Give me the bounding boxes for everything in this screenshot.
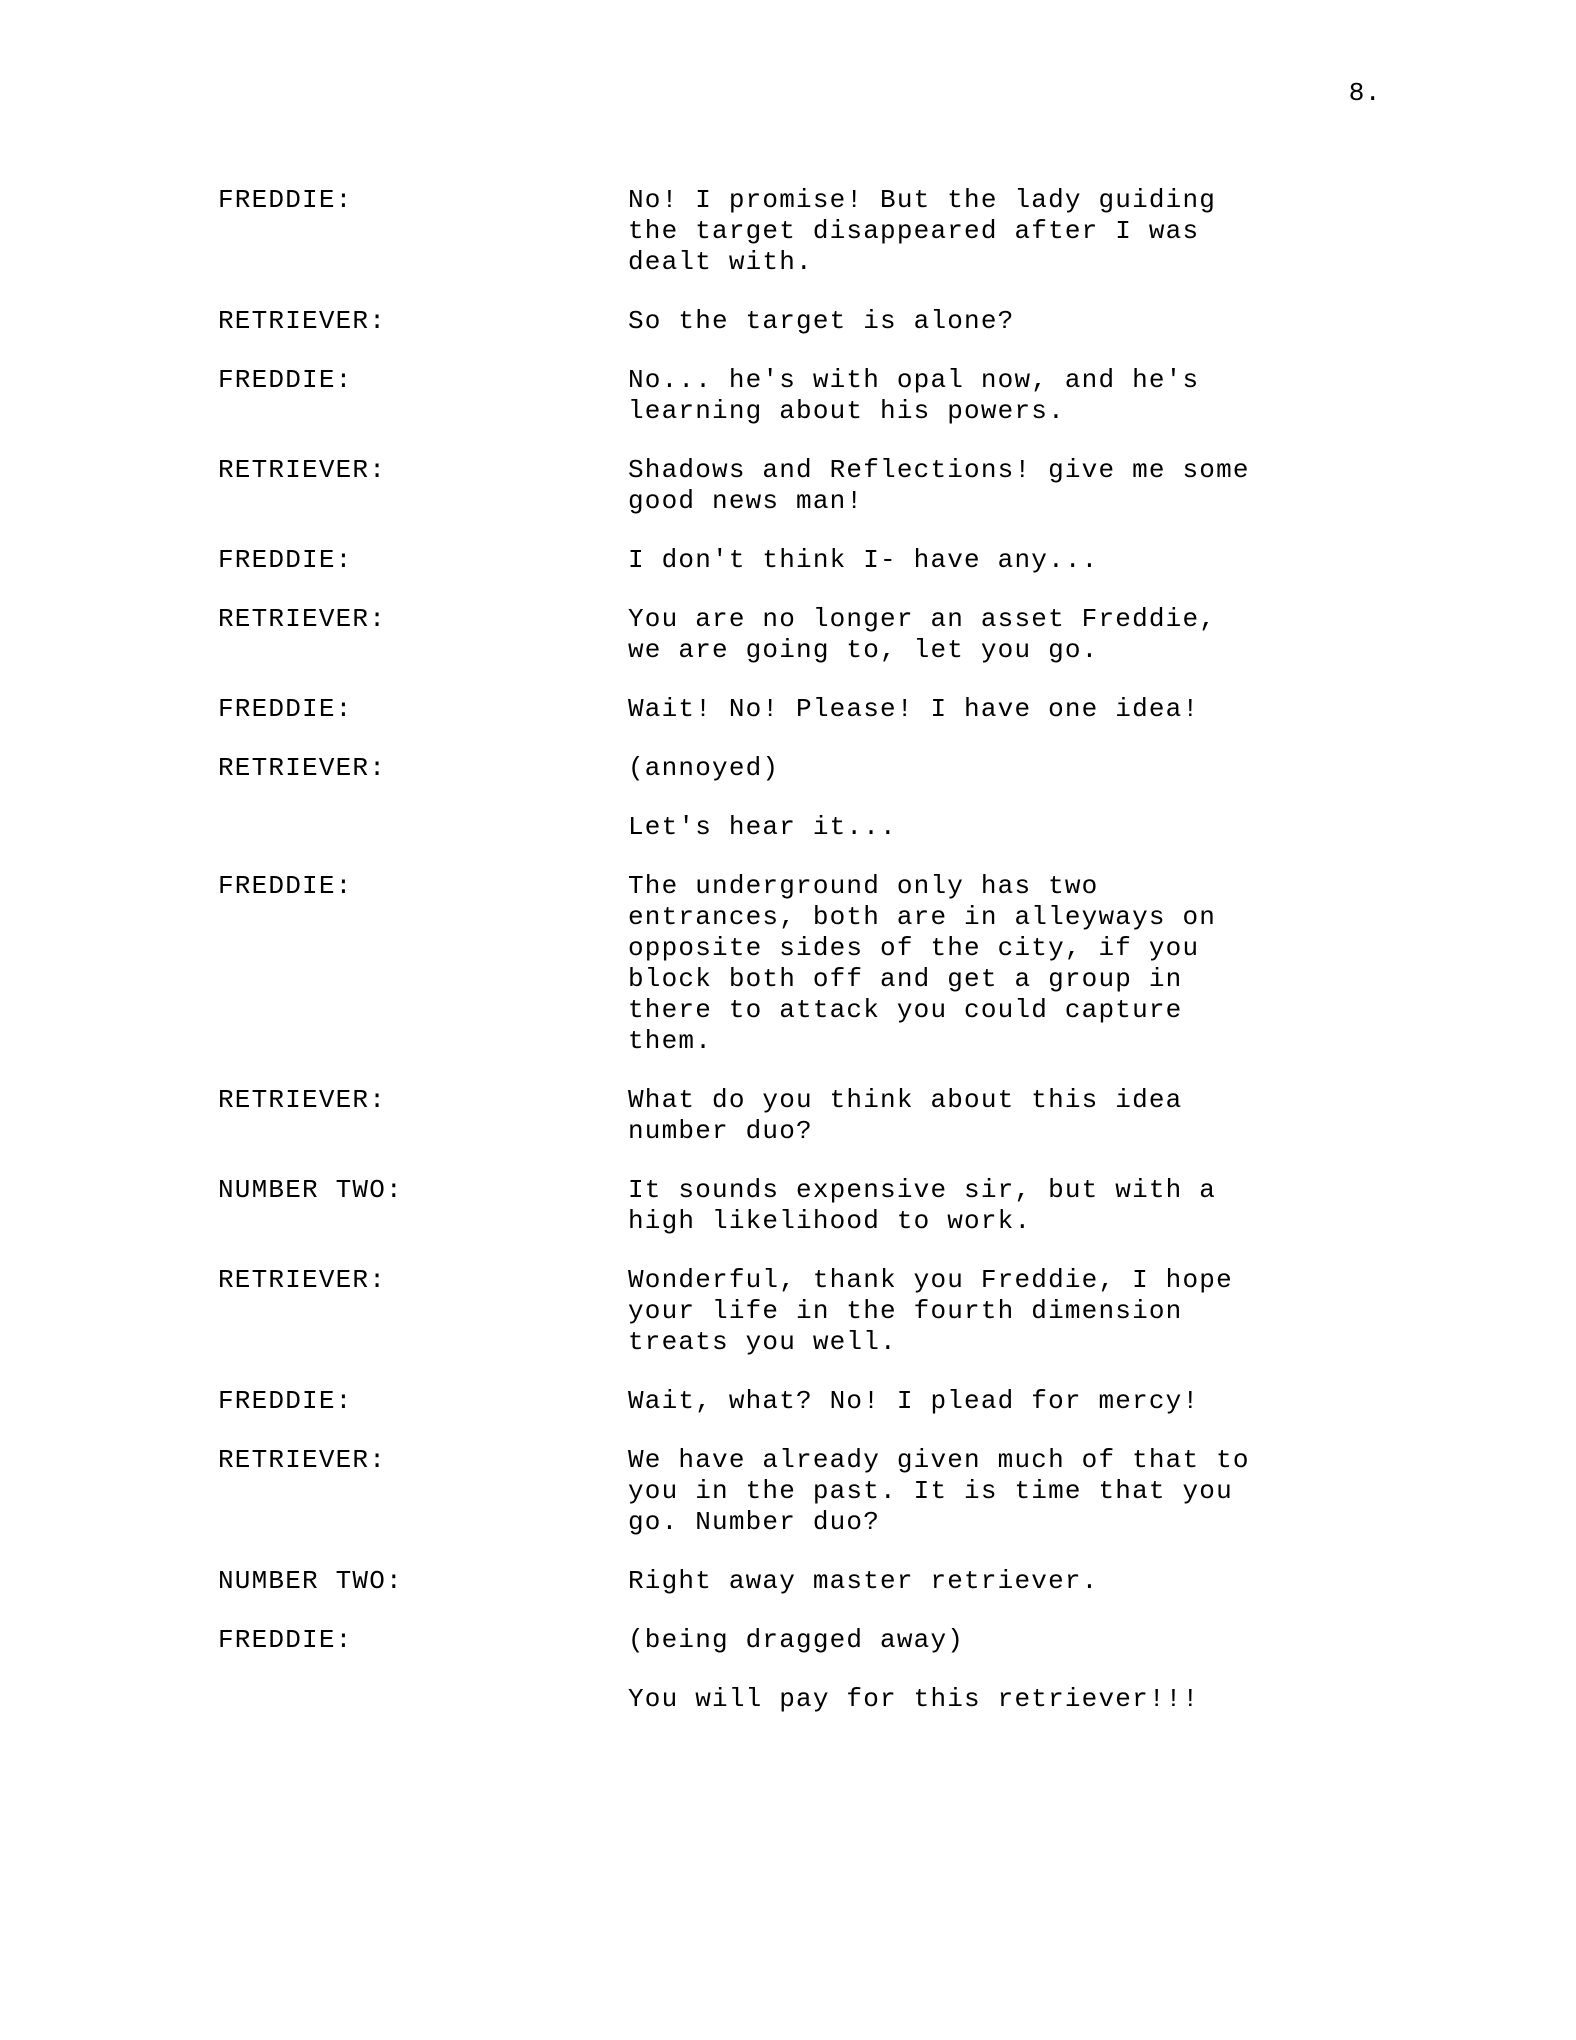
dialogue-text bbox=[628, 1445, 1398, 1538]
dialogue-line: Wonderful, thank you Freddie, I hope bbox=[628, 1265, 1233, 1295]
speaker-label: RETRIEVER: bbox=[218, 306, 387, 336]
dialogue-block bbox=[218, 1265, 1398, 1358]
dialogue-line: Wait! No! Please! I have one idea! bbox=[628, 694, 1200, 724]
dialogue-line: The underground only has two bbox=[628, 871, 1099, 901]
dialogue-line: treats you well. bbox=[628, 1327, 897, 1357]
dialogue-text bbox=[628, 1175, 1398, 1237]
dialogue-line: I don't think I- have any... bbox=[628, 545, 1099, 575]
speaker-label: RETRIEVER: bbox=[218, 1085, 387, 1115]
dialogue-block bbox=[218, 604, 1398, 666]
dialogue-block bbox=[218, 306, 1398, 337]
dialogue-block bbox=[218, 185, 1398, 278]
dialogue-line: It sounds expensive sir, but with a bbox=[628, 1175, 1217, 1205]
speaker-label: FREDDIE: bbox=[218, 365, 353, 395]
dialogue-line: Wait, what? No! I plead for mercy! bbox=[628, 1386, 1200, 1416]
dialogue-text bbox=[628, 365, 1398, 427]
dialogue-line: Shadows and Reflections! give me some bbox=[628, 455, 1250, 485]
dialogue-line: Right away master retriever. bbox=[628, 1566, 1099, 1596]
dialogue-line: learning about his powers. bbox=[628, 396, 1065, 426]
dialogue-text bbox=[628, 1085, 1398, 1147]
dialogue-line: your life in the fourth dimension bbox=[628, 1296, 1183, 1326]
speaker-label: FREDDIE: bbox=[218, 871, 353, 901]
dialogue-line: entrances, both are in alleyways on bbox=[628, 902, 1217, 932]
speaker-label: FREDDIE: bbox=[218, 1386, 353, 1416]
dialogue-text bbox=[628, 1386, 1398, 1417]
dialogue-line: you in the past. It is time that you bbox=[628, 1476, 1233, 1506]
dialogue-text bbox=[628, 1265, 1398, 1358]
dialogue-block bbox=[218, 694, 1398, 725]
dialogue-line: You will pay for this retriever!!! bbox=[628, 1684, 1200, 1714]
dialogue-text bbox=[628, 753, 1398, 843]
dialogue-block bbox=[218, 1085, 1398, 1147]
dialogue-block bbox=[218, 753, 1398, 843]
dialogue-line: No! I promise! But the lady guiding bbox=[628, 185, 1217, 215]
dialogue-text bbox=[628, 1625, 1398, 1715]
speaker-label: FREDDIE: bbox=[218, 694, 353, 724]
speaker-label: NUMBER TWO: bbox=[218, 1566, 403, 1596]
dialogue-text bbox=[628, 1566, 1398, 1597]
dialogue-block bbox=[218, 1445, 1398, 1538]
speaker-label: RETRIEVER: bbox=[218, 1265, 387, 1295]
dialogue-line: we are going to, let you go. bbox=[628, 635, 1099, 665]
dialogue-block bbox=[218, 1566, 1398, 1597]
speaker-label: FREDDIE: bbox=[218, 545, 353, 575]
speaker-label: RETRIEVER: bbox=[218, 455, 387, 485]
dialogue-text bbox=[628, 604, 1398, 666]
dialogue-line: there to attack you could capture bbox=[628, 995, 1183, 1025]
dialogue-line: So the target is alone? bbox=[628, 306, 1015, 336]
dialogue-line: (being dragged away) bbox=[628, 1625, 965, 1655]
dialogue-text bbox=[628, 694, 1398, 725]
dialogue-line: opposite sides of the city, if you bbox=[628, 933, 1200, 963]
dialogue-text bbox=[628, 185, 1398, 278]
dialogue-line: good news man! bbox=[628, 486, 864, 516]
dialogue-line: No... he's with opal now, and he's bbox=[628, 365, 1200, 395]
dialogue-text bbox=[628, 455, 1398, 517]
dialogue-block bbox=[218, 871, 1398, 1057]
dialogue-line: (annoyed) bbox=[628, 753, 780, 783]
dialogue-block bbox=[218, 545, 1398, 576]
speaker-label: NUMBER TWO: bbox=[218, 1175, 403, 1205]
dialogue-block bbox=[218, 1625, 1398, 1715]
dialogue-block bbox=[218, 1175, 1398, 1237]
speaker-label: FREDDIE: bbox=[218, 185, 353, 215]
dialogue-line: the target disappeared after I was bbox=[628, 216, 1200, 246]
dialogue-line: We have already given much of that to bbox=[628, 1445, 1250, 1475]
dialogue-line: them. bbox=[628, 1026, 713, 1056]
dialogue-line: Let's hear it... bbox=[628, 812, 897, 842]
dialogue-block bbox=[218, 365, 1398, 427]
dialogue-text bbox=[628, 871, 1398, 1057]
dialogue-line: You are no longer an asset Freddie, bbox=[628, 604, 1217, 634]
dialogue-line: What do you think about this idea bbox=[628, 1085, 1183, 1115]
dialogue-text bbox=[628, 306, 1398, 337]
speaker-label: FREDDIE: bbox=[218, 1625, 353, 1655]
dialogue-line: go. Number duo? bbox=[628, 1507, 881, 1537]
dialogue-line: block both off and get a group in bbox=[628, 964, 1183, 994]
dialogue-block bbox=[218, 455, 1398, 517]
dialogue-line: number duo? bbox=[628, 1116, 813, 1146]
dialogue-block bbox=[218, 1386, 1398, 1417]
speaker-label: RETRIEVER: bbox=[218, 753, 387, 783]
dialogue-text bbox=[628, 545, 1398, 576]
dialogue-line: dealt with. bbox=[628, 247, 813, 277]
dialogue-line: high likelihood to work. bbox=[628, 1206, 1032, 1236]
speaker-label: RETRIEVER: bbox=[218, 604, 387, 634]
speaker-label: RETRIEVER: bbox=[218, 1445, 387, 1475]
dialogue-list bbox=[218, 185, 1398, 1743]
page-number: 8. bbox=[1348, 78, 1381, 108]
